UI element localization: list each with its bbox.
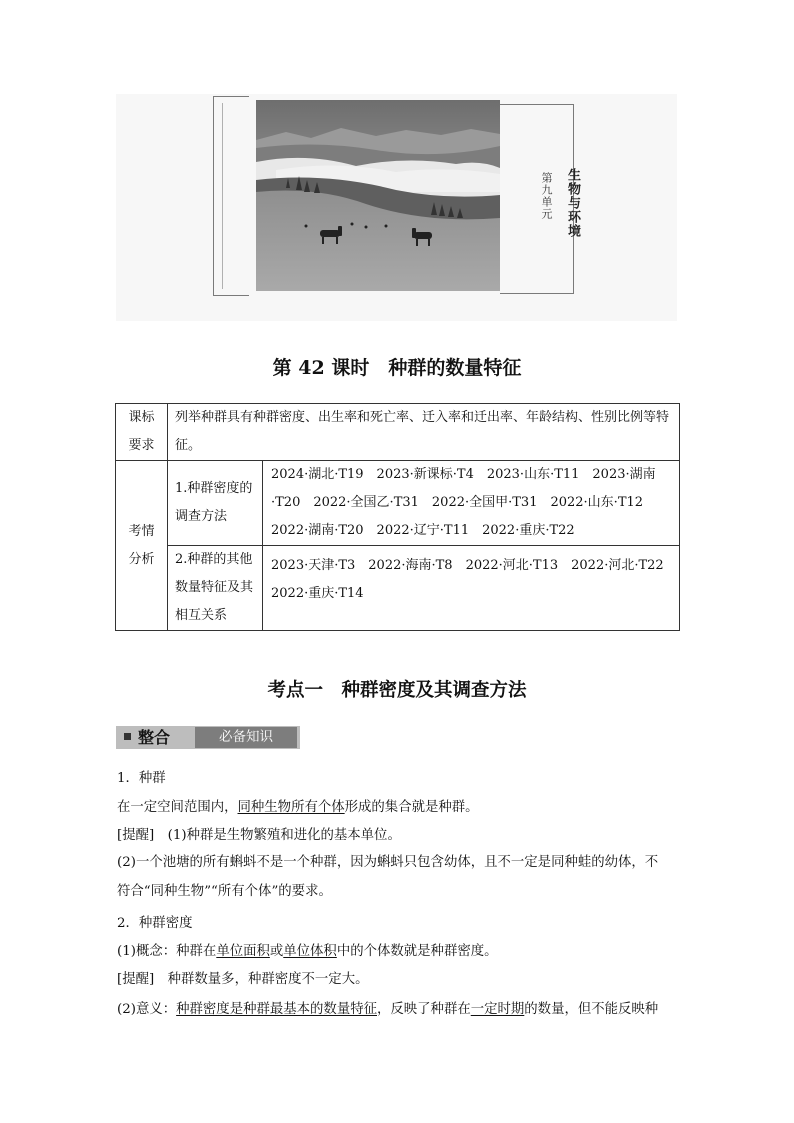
- tag-primary: 整合: [138, 728, 171, 747]
- density-concept: (1)概念：种群在单位面积或单位体积中的个体数就是种群密度。: [117, 944, 498, 959]
- table-row: [116, 404, 680, 461]
- frame-line: [213, 295, 249, 296]
- section-title: 考点一 种群密度及其调查方法: [267, 680, 527, 701]
- topic-1: 1.种群密度的调查方法: [168, 461, 263, 546]
- frame-line: [500, 104, 574, 105]
- topic-1-refs: 2024·湖北·T19 2023·新课标·T4 2023·山东·T11 2023·湖南·T20 2022·全国乙·T31 2022·全国甲·T31 2022·山东·T12 2022·湖南·T20 2022·辽宁·T11 2022·重庆·T22: [263, 461, 680, 546]
- requirement-label: 课标要求: [116, 404, 168, 461]
- definition-population: 在一定空间范围内，同种生物所有个体形成的集合就是种群。: [117, 800, 479, 815]
- topic-2: 2.种群的其他数量特征及其相互关系: [168, 546, 263, 631]
- lesson-title: 第 42 课时 种群的数量特征: [272, 357, 522, 379]
- frame-line: [222, 103, 223, 289]
- topic-2-refs: 2023·天津·T3 2022·海南·T8 2022·河北·T13 2022·河北·T22 2022·重庆·T14: [263, 546, 680, 631]
- curriculum-table: [115, 403, 680, 631]
- square-bullet-icon: [124, 733, 131, 740]
- reminder-2-line2: 符合“同种生物”“所有个体”的要求。: [117, 884, 332, 899]
- table-row: [116, 461, 680, 546]
- frame-line: [500, 293, 574, 294]
- unit-number-label: 第九单元: [540, 172, 553, 220]
- frame-line: [213, 96, 249, 97]
- reminder-1: [提醒] (1)种群是生物繁殖和进化的基本单位。: [117, 828, 401, 843]
- frame-line: [213, 96, 214, 296]
- reminder-2-line1: (2)一个池塘的所有蝌蚪不是一个种群，因为蝌蚪只包含幼体，且不一定是同种蛙的幼体，不: [117, 855, 659, 870]
- heading-population: 1．种群: [117, 771, 166, 786]
- heading-density: 2．种群密度: [117, 916, 193, 931]
- analysis-label: 考情分析: [116, 461, 168, 631]
- density-significance: (2)意义：种群密度是种群最基本的数量特征，反映了种群在一定时期的数量，但不能反映种: [117, 1002, 659, 1017]
- requirement-text: 列举种群具有种群密度、出生率和死亡率、迁入率和迁出率、年龄结构、性别比例等特征。: [168, 404, 680, 461]
- tag-secondary: 必备知识: [219, 729, 273, 745]
- unit-title: 生物与环境: [565, 168, 580, 238]
- table-row: [116, 546, 680, 631]
- landscape-photo: [256, 100, 500, 291]
- reminder-3: [提醒] 种群数量多，种群密度不一定大。: [117, 972, 369, 987]
